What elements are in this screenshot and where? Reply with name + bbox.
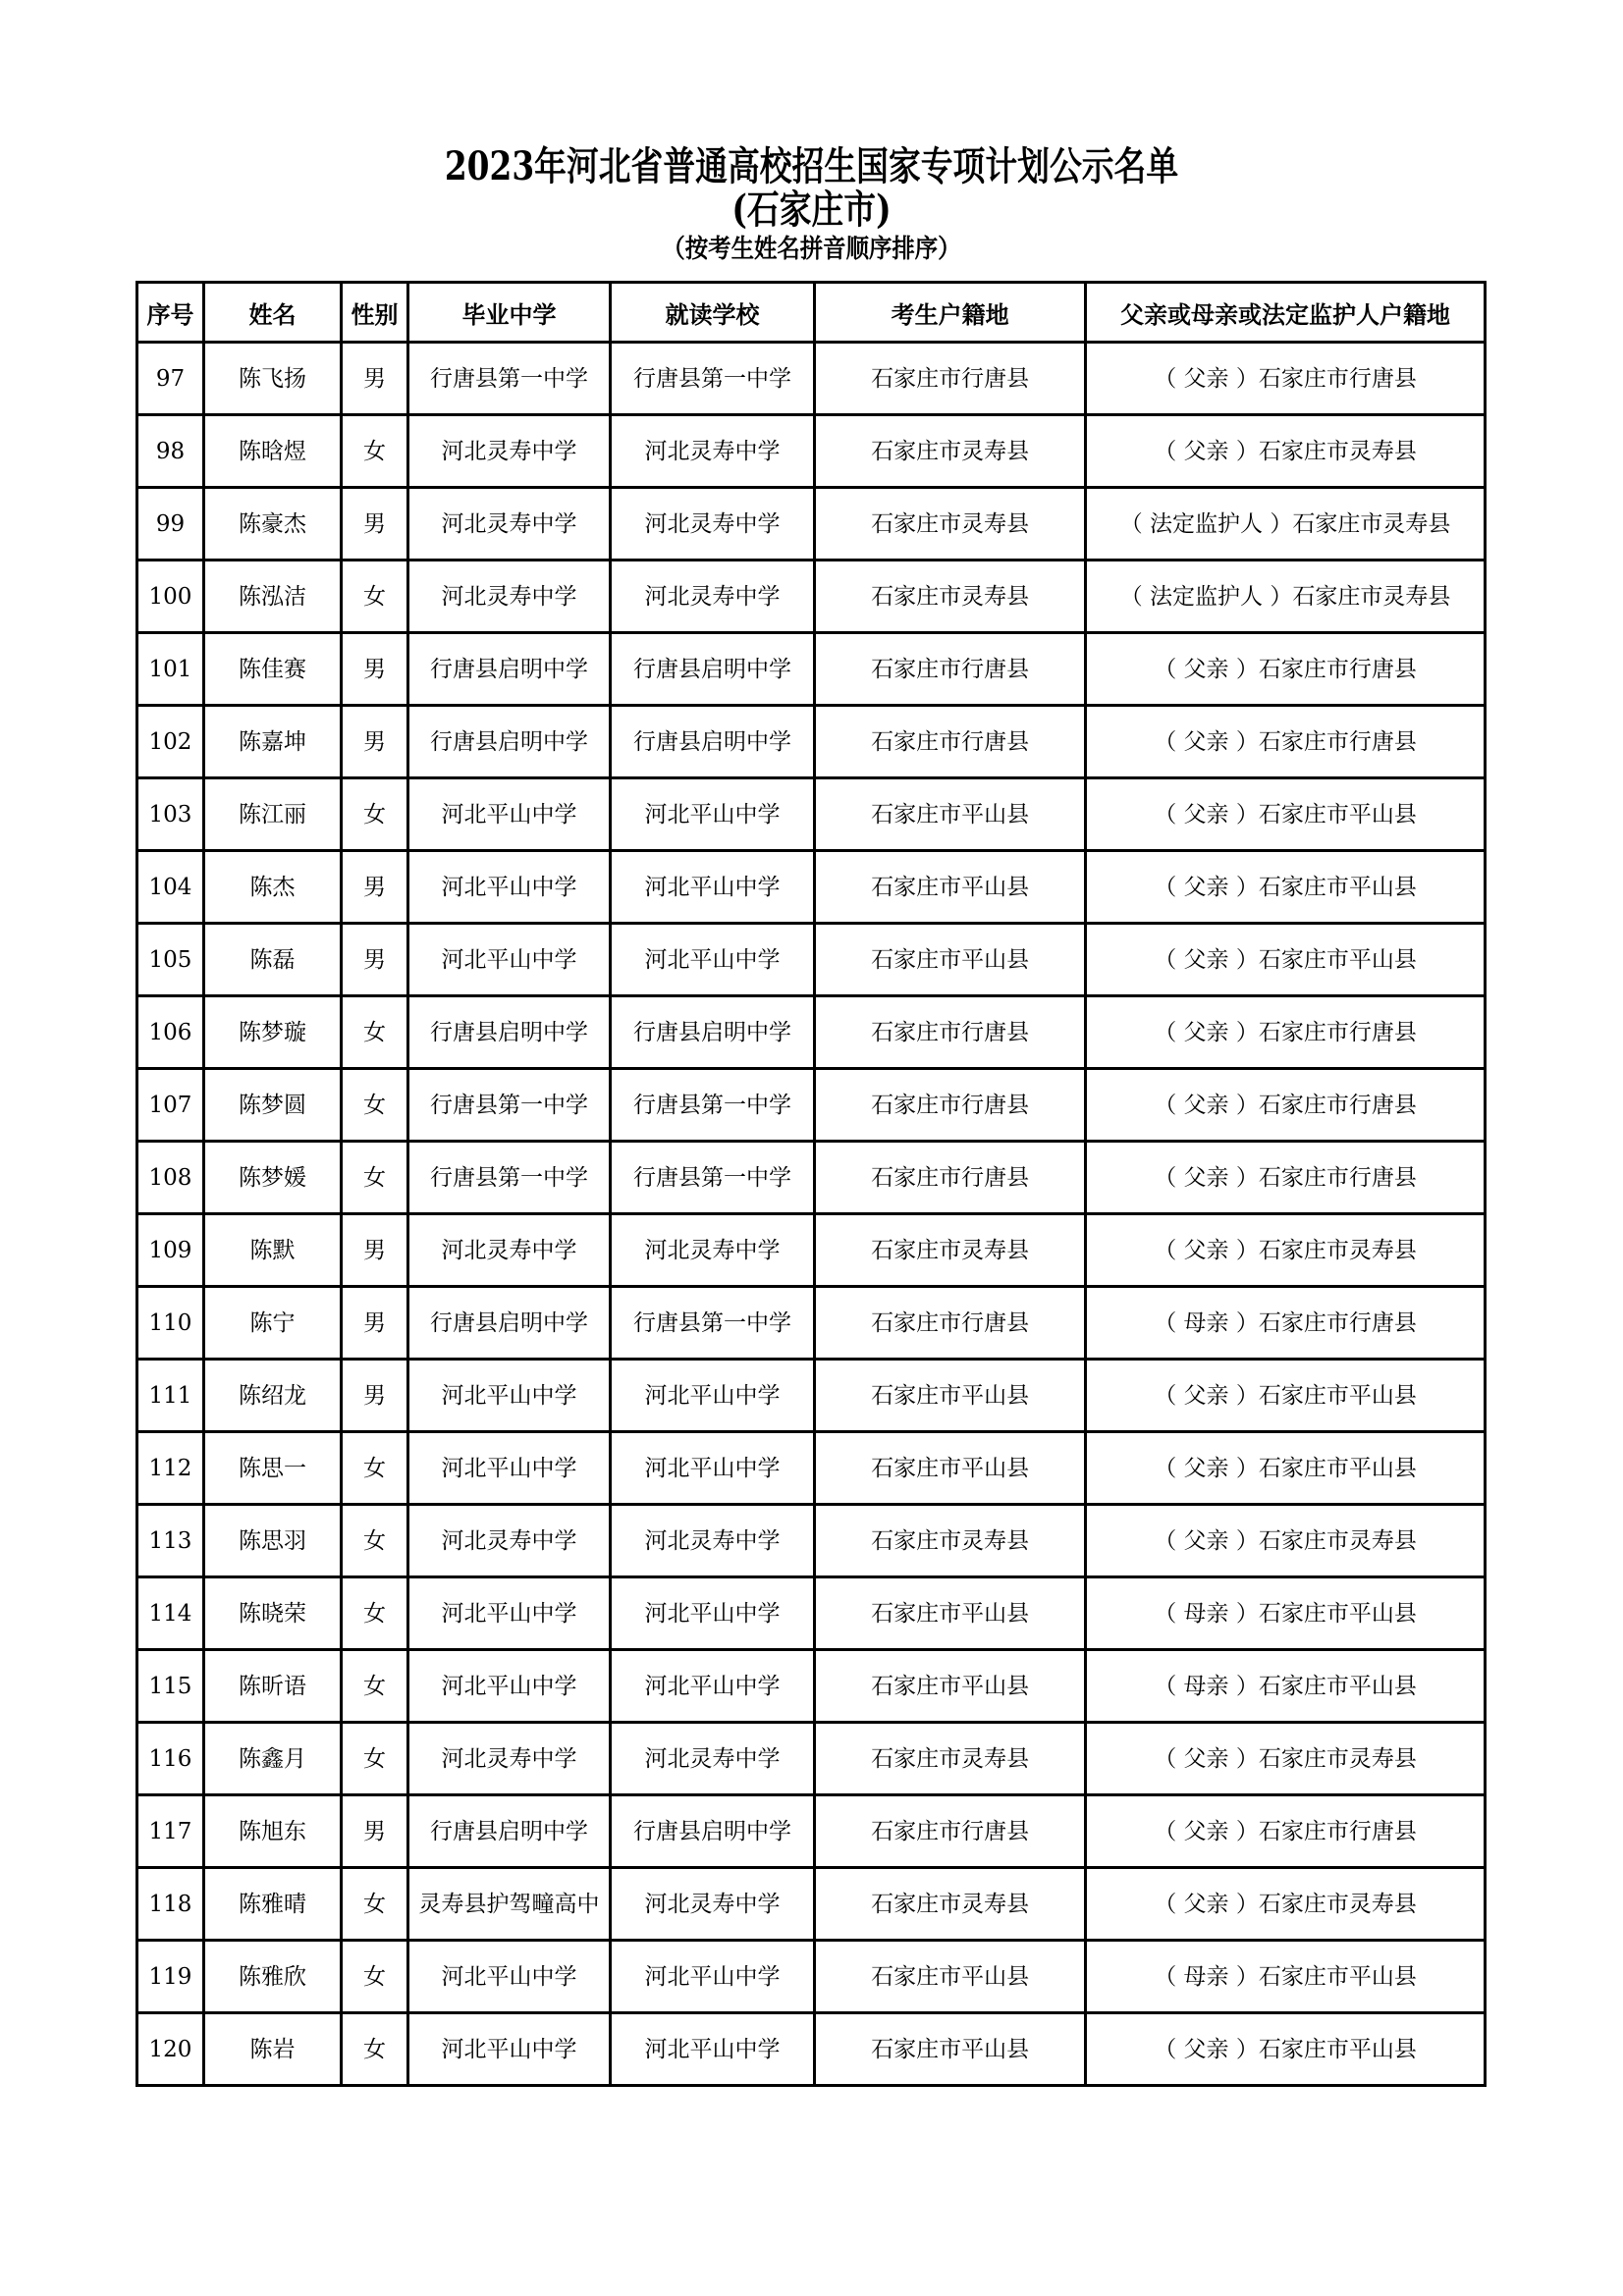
cell-current-school: 行唐县启明中学 [611, 1795, 815, 1868]
cell-graduated-school: 行唐县启明中学 [408, 1287, 611, 1360]
cell-graduated-school: 行唐县启明中学 [408, 996, 611, 1069]
cell-student-hukou: 石家庄市平山县 [815, 851, 1086, 924]
cell-guardian-hukou: （ 父亲 ）石家庄市行唐县 [1086, 1142, 1486, 1214]
cell-student-hukou: 石家庄市行唐县 [815, 996, 1086, 1069]
table-row [137, 1432, 1486, 1505]
cell-seq: 112 [137, 1432, 204, 1505]
cell-name: 陈晓荣 [203, 1577, 341, 1650]
table-row [137, 1650, 1486, 1723]
table-row [137, 1795, 1486, 1868]
cell-student-hukou: 石家庄市灵寿县 [815, 1723, 1086, 1795]
header-student-hukou: 考生户籍地 [815, 283, 1086, 343]
cell-current-school: 河北灵寿中学 [611, 1868, 815, 1941]
cell-student-hukou: 石家庄市行唐县 [815, 633, 1086, 706]
cell-guardian-hukou: （ 父亲 ）石家庄市灵寿县 [1086, 415, 1486, 488]
cell-guardian-hukou: （ 母亲 ）石家庄市平山县 [1086, 1577, 1486, 1650]
cell-current-school: 河北平山中学 [611, 851, 815, 924]
cell-gender: 男 [342, 1214, 408, 1287]
cell-student-hukou: 石家庄市灵寿县 [815, 415, 1086, 488]
cell-current-school: 行唐县第一中学 [611, 1287, 815, 1360]
cell-student-hukou: 石家庄市灵寿县 [815, 561, 1086, 633]
cell-graduated-school: 河北平山中学 [408, 924, 611, 996]
cell-seq: 115 [137, 1650, 204, 1723]
cell-current-school: 河北平山中学 [611, 778, 815, 851]
cell-graduated-school: 河北平山中学 [408, 1941, 611, 2013]
cell-gender: 女 [342, 1868, 408, 1941]
cell-student-hukou: 石家庄市平山县 [815, 1650, 1086, 1723]
cell-student-hukou: 石家庄市平山县 [815, 1432, 1086, 1505]
cell-student-hukou: 石家庄市行唐县 [815, 1069, 1086, 1142]
cell-seq: 109 [137, 1214, 204, 1287]
cell-name: 陈鑫月 [203, 1723, 341, 1795]
cell-graduated-school: 河北平山中学 [408, 851, 611, 924]
cell-guardian-hukou: （ 父亲 ）石家庄市灵寿县 [1086, 1214, 1486, 1287]
cell-seq: 108 [137, 1142, 204, 1214]
table-row [137, 1287, 1486, 1360]
cell-student-hukou: 石家庄市平山县 [815, 924, 1086, 996]
cell-gender: 女 [342, 1142, 408, 1214]
cell-graduated-school: 行唐县第一中学 [408, 343, 611, 415]
cell-guardian-hukou: （ 父亲 ）石家庄市行唐县 [1086, 996, 1486, 1069]
cell-graduated-school: 河北平山中学 [408, 1432, 611, 1505]
cell-gender: 女 [342, 1723, 408, 1795]
cell-graduated-school: 河北平山中学 [408, 778, 611, 851]
cell-guardian-hukou: （ 父亲 ）石家庄市平山县 [1086, 851, 1486, 924]
table-row [137, 1505, 1486, 1577]
header-guardian-hukou: 父亲或母亲或法定监护人户籍地 [1086, 283, 1486, 343]
cell-gender: 女 [342, 1505, 408, 1577]
cell-graduated-school: 河北灵寿中学 [408, 1505, 611, 1577]
cell-current-school: 河北灵寿中学 [611, 1723, 815, 1795]
cell-student-hukou: 石家庄市灵寿县 [815, 1868, 1086, 1941]
cell-seq: 98 [137, 415, 204, 488]
cell-guardian-hukou: （ 父亲 ）石家庄市平山县 [1086, 2013, 1486, 2086]
cell-current-school: 河北灵寿中学 [611, 1505, 815, 1577]
cell-student-hukou: 石家庄市灵寿县 [815, 1505, 1086, 1577]
cell-current-school: 河北平山中学 [611, 1577, 815, 1650]
cell-name: 陈昕语 [203, 1650, 341, 1723]
cell-graduated-school: 河北灵寿中学 [408, 561, 611, 633]
cell-gender: 男 [342, 1360, 408, 1432]
table-row [137, 343, 1486, 415]
cell-seq: 110 [137, 1287, 204, 1360]
cell-gender: 男 [342, 924, 408, 996]
cell-seq: 101 [137, 633, 204, 706]
cell-graduated-school: 河北灵寿中学 [408, 415, 611, 488]
cell-graduated-school: 行唐县启明中学 [408, 633, 611, 706]
cell-seq: 103 [137, 778, 204, 851]
cell-guardian-hukou: （ 父亲 ）石家庄市行唐县 [1086, 706, 1486, 778]
table-row [137, 1142, 1486, 1214]
cell-name: 陈杰 [203, 851, 341, 924]
table-row [137, 1360, 1486, 1432]
cell-seq: 113 [137, 1505, 204, 1577]
cell-seq: 97 [137, 343, 204, 415]
cell-student-hukou: 石家庄市平山县 [815, 1360, 1086, 1432]
cell-current-school: 河北灵寿中学 [611, 488, 815, 561]
cell-name: 陈江丽 [203, 778, 341, 851]
header-seq: 序号 [137, 283, 204, 343]
cell-gender: 男 [342, 1795, 408, 1868]
cell-student-hukou: 石家庄市平山县 [815, 1577, 1086, 1650]
cell-name: 陈泓洁 [203, 561, 341, 633]
cell-guardian-hukou: （ 父亲 ）石家庄市灵寿县 [1086, 1723, 1486, 1795]
cell-graduated-school: 河北平山中学 [408, 1650, 611, 1723]
table-row [137, 1069, 1486, 1142]
table-row [137, 706, 1486, 778]
cell-graduated-school: 行唐县第一中学 [408, 1142, 611, 1214]
cell-gender: 女 [342, 2013, 408, 2086]
cell-name: 陈晗煜 [203, 415, 341, 488]
cell-seq: 99 [137, 488, 204, 561]
table-body [137, 343, 1486, 2086]
cell-seq: 100 [137, 561, 204, 633]
cell-name: 陈岩 [203, 2013, 341, 2086]
cell-graduated-school: 河北灵寿中学 [408, 1214, 611, 1287]
cell-guardian-hukou: （ 父亲 ）石家庄市平山县 [1086, 924, 1486, 996]
cell-guardian-hukou: （ 父亲 ）石家庄市灵寿县 [1086, 1505, 1486, 1577]
header-name: 姓名 [203, 283, 341, 343]
cell-graduated-school: 河北平山中学 [408, 1360, 611, 1432]
cell-name: 陈豪杰 [203, 488, 341, 561]
cell-seq: 114 [137, 1577, 204, 1650]
cell-seq: 116 [137, 1723, 204, 1795]
cell-name: 陈梦璇 [203, 996, 341, 1069]
sort-order-note: （按考生姓名拼音顺序排序） [662, 235, 961, 264]
cell-gender: 女 [342, 778, 408, 851]
cell-name: 陈嘉坤 [203, 706, 341, 778]
cell-graduated-school: 河北灵寿中学 [408, 488, 611, 561]
cell-graduated-school: 灵寿县护驾疃高中 [408, 1868, 611, 1941]
cell-graduated-school: 河北灵寿中学 [408, 1723, 611, 1795]
cell-name: 陈旭东 [203, 1795, 341, 1868]
cell-current-school: 河北平山中学 [611, 2013, 815, 2086]
cell-name: 陈雅欣 [203, 1941, 341, 2013]
cell-guardian-hukou: （ 母亲 ）石家庄市平山县 [1086, 1650, 1486, 1723]
cell-name: 陈思一 [203, 1432, 341, 1505]
cell-gender: 男 [342, 851, 408, 924]
cell-seq: 102 [137, 706, 204, 778]
cell-current-school: 行唐县启明中学 [611, 996, 815, 1069]
document-title: 2023年河北省普通高校招生国家专项计划公示名单 [444, 143, 1179, 189]
cell-student-hukou: 石家庄市行唐县 [815, 1287, 1086, 1360]
table-row [137, 1723, 1486, 1795]
table-header-row [137, 283, 1486, 343]
cell-current-school: 行唐县启明中学 [611, 706, 815, 778]
cell-current-school: 河北平山中学 [611, 1360, 815, 1432]
table-row [137, 1941, 1486, 2013]
cell-guardian-hukou: （ 父亲 ）石家庄市行唐县 [1086, 1069, 1486, 1142]
cell-name: 陈梦媛 [203, 1142, 341, 1214]
cell-gender: 女 [342, 561, 408, 633]
cell-student-hukou: 石家庄市灵寿县 [815, 1214, 1086, 1287]
cell-seq: 105 [137, 924, 204, 996]
cell-gender: 女 [342, 1432, 408, 1505]
cell-student-hukou: 石家庄市行唐县 [815, 706, 1086, 778]
cell-name: 陈雅晴 [203, 1868, 341, 1941]
cell-student-hukou: 石家庄市行唐县 [815, 1795, 1086, 1868]
cell-name: 陈默 [203, 1214, 341, 1287]
cell-student-hukou: 石家庄市行唐县 [815, 1142, 1086, 1214]
cell-gender: 男 [342, 343, 408, 415]
cell-graduated-school: 行唐县启明中学 [408, 706, 611, 778]
cell-seq: 120 [137, 2013, 204, 2086]
cell-seq: 117 [137, 1795, 204, 1868]
header-current-school: 就读学校 [611, 283, 815, 343]
cell-gender: 女 [342, 996, 408, 1069]
table-row [137, 488, 1486, 561]
cell-guardian-hukou: （ 父亲 ）石家庄市平山县 [1086, 1432, 1486, 1505]
cell-student-hukou: 石家庄市灵寿县 [815, 488, 1086, 561]
cell-guardian-hukou: （ 母亲 ）石家庄市行唐县 [1086, 1287, 1486, 1360]
cell-guardian-hukou: （ 法定监护人 ）石家庄市灵寿县 [1086, 561, 1486, 633]
cell-name: 陈梦圆 [203, 1069, 341, 1142]
cell-graduated-school: 河北平山中学 [408, 1577, 611, 1650]
cell-current-school: 河北平山中学 [611, 1432, 815, 1505]
cell-student-hukou: 石家庄市平山县 [815, 778, 1086, 851]
cell-seq: 119 [137, 1941, 204, 2013]
admission-roster-table [135, 281, 1487, 2087]
cell-current-school: 行唐县第一中学 [611, 1069, 815, 1142]
cell-seq: 111 [137, 1360, 204, 1432]
cell-graduated-school: 行唐县第一中学 [408, 1069, 611, 1142]
cell-gender: 女 [342, 415, 408, 488]
document-subtitle: (石家庄市) [731, 187, 892, 233]
cell-guardian-hukou: （ 父亲 ）石家庄市行唐县 [1086, 343, 1486, 415]
cell-guardian-hukou: （ 父亲 ）石家庄市行唐县 [1086, 1795, 1486, 1868]
header-gender: 性别 [342, 283, 408, 343]
table-row [137, 633, 1486, 706]
cell-student-hukou: 石家庄市平山县 [815, 2013, 1086, 2086]
cell-guardian-hukou: （ 父亲 ）石家庄市平山县 [1086, 778, 1486, 851]
cell-guardian-hukou: （ 母亲 ）石家庄市平山县 [1086, 1941, 1486, 2013]
table-row [137, 1214, 1486, 1287]
cell-name: 陈磊 [203, 924, 341, 996]
cell-gender: 女 [342, 1577, 408, 1650]
cell-student-hukou: 石家庄市行唐县 [815, 343, 1086, 415]
cell-guardian-hukou: （ 父亲 ）石家庄市灵寿县 [1086, 1868, 1486, 1941]
cell-gender: 女 [342, 1069, 408, 1142]
cell-graduated-school: 行唐县启明中学 [408, 1795, 611, 1868]
cell-student-hukou: 石家庄市平山县 [815, 1941, 1086, 2013]
cell-gender: 男 [342, 488, 408, 561]
table-row [137, 2013, 1486, 2086]
table-row [137, 1577, 1486, 1650]
cell-seq: 104 [137, 851, 204, 924]
cell-guardian-hukou: （ 父亲 ）石家庄市行唐县 [1086, 633, 1486, 706]
table-row [137, 561, 1486, 633]
cell-current-school: 河北灵寿中学 [611, 415, 815, 488]
cell-name: 陈佳赛 [203, 633, 341, 706]
cell-current-school: 河北平山中学 [611, 924, 815, 996]
cell-name: 陈绍龙 [203, 1360, 341, 1432]
cell-gender: 男 [342, 706, 408, 778]
cell-current-school: 行唐县第一中学 [611, 1142, 815, 1214]
header-graduated-school: 毕业中学 [408, 283, 611, 343]
cell-current-school: 行唐县第一中学 [611, 343, 815, 415]
cell-name: 陈思羽 [203, 1505, 341, 1577]
cell-gender: 女 [342, 1650, 408, 1723]
cell-seq: 106 [137, 996, 204, 1069]
table-row [137, 924, 1486, 996]
table-row [137, 996, 1486, 1069]
cell-current-school: 河北平山中学 [611, 1941, 815, 2013]
cell-gender: 男 [342, 1287, 408, 1360]
table-row [137, 1868, 1486, 1941]
cell-guardian-hukou: （ 法定监护人 ）石家庄市灵寿县 [1086, 488, 1486, 561]
table-row [137, 851, 1486, 924]
cell-current-school: 河北灵寿中学 [611, 1214, 815, 1287]
cell-graduated-school: 河北平山中学 [408, 2013, 611, 2086]
cell-seq: 107 [137, 1069, 204, 1142]
cell-gender: 男 [342, 633, 408, 706]
cell-seq: 118 [137, 1868, 204, 1941]
table-row [137, 778, 1486, 851]
cell-guardian-hukou: （ 父亲 ）石家庄市平山县 [1086, 1360, 1486, 1432]
cell-current-school: 行唐县启明中学 [611, 633, 815, 706]
cell-current-school: 河北灵寿中学 [611, 561, 815, 633]
cell-current-school: 河北平山中学 [611, 1650, 815, 1723]
cell-gender: 女 [342, 1941, 408, 2013]
cell-name: 陈宁 [203, 1287, 341, 1360]
cell-name: 陈飞扬 [203, 343, 341, 415]
table-row [137, 415, 1486, 488]
